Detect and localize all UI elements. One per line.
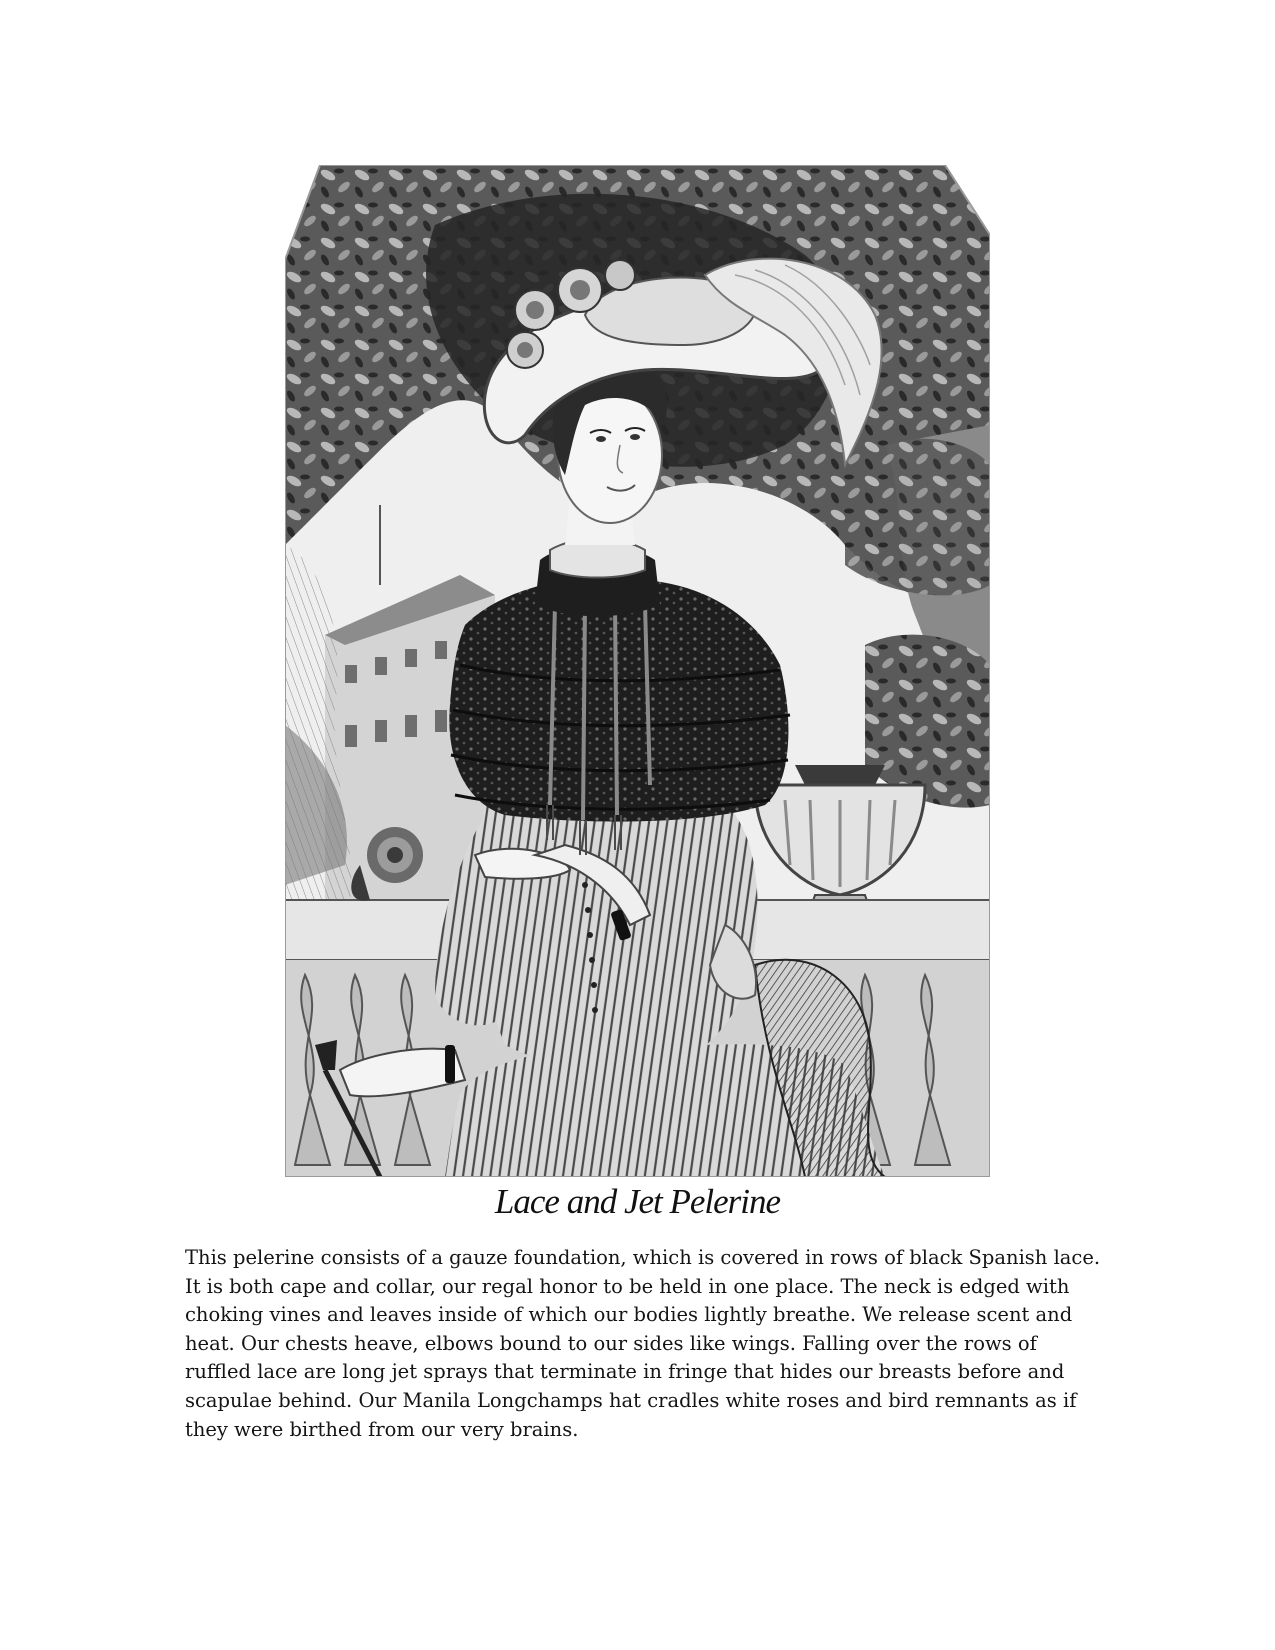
- fashion-engraving-illustration: [285, 165, 990, 1177]
- body-paragraph: This pelerine consists of a gauze foundation, which is covered in rows of black Spanish lace. It is both cape and collar, our regal honor to be held in one place. The neck is edged with choking vines and leaves inside of which our bodies lightly breathe. We release scent and heat. Our chests heave, elbows bound to our sides like wings. Falling over the rows of ruffled lace are long jet sprays that terminate in fringe that hides our breasts before and scapulae behind. Our Manila Longchamps hat cradles white roses and bird remnants as if they were birthed from our very brains.: [185, 1246, 1101, 1441]
- page-title: Lace and Jet Pelerine: [494, 1182, 781, 1221]
